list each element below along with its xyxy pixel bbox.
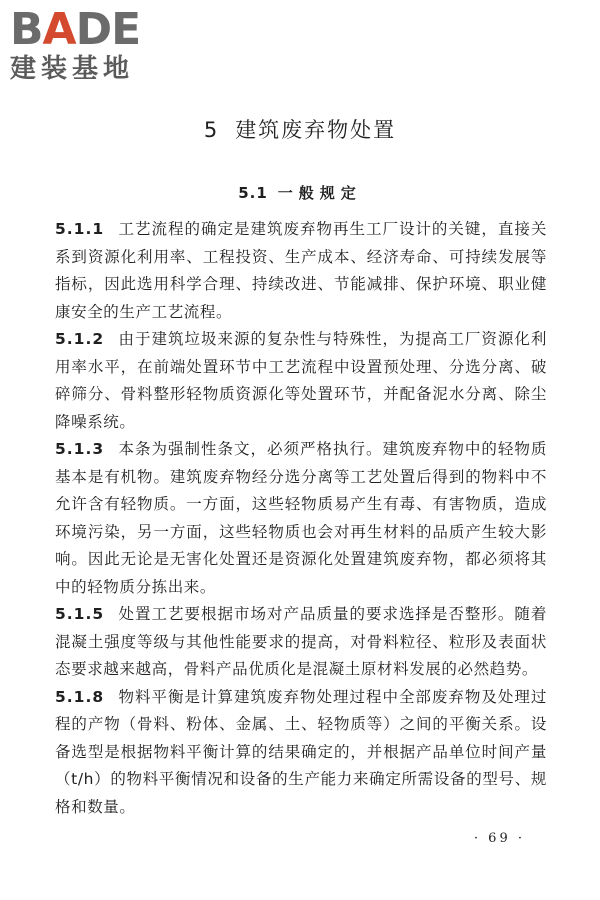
clause-number: 5.1.8 bbox=[55, 687, 105, 706]
section-number: 5.1 bbox=[238, 184, 268, 202]
clause bbox=[55, 684, 547, 822]
clause-text: 由于建筑垃圾来源的复杂性与特殊性，为提高工厂资源化利用率水平，在前端处置环节中工艺流程中设置预处理、分选分离、破碎筛分、骨料整形轻物质资源化等处置环节，并配备泥水分离、除尘降噪系统。 bbox=[55, 330, 547, 431]
logo-wordmark bbox=[10, 4, 180, 55]
bade-logo bbox=[10, 6, 180, 88]
clause-number: 5.1.5 bbox=[55, 605, 105, 623]
clause bbox=[55, 601, 547, 684]
clause bbox=[55, 216, 547, 326]
page-number: · 69 · bbox=[473, 831, 525, 846]
chapter-title-text: 建筑废弃物处置 bbox=[235, 118, 397, 142]
section-title-text: 一般规定 bbox=[277, 184, 362, 202]
clause-text: 处置工艺要根据市场对产品质量的要求选择是否整形。随着混凝土强度等级与其他性能要求的提高，对骨料粒径、粒形及表面状态要求越来越高，骨料产品优质化是混凝土原材料发展的必然趋势。 bbox=[55, 605, 547, 678]
logo-word-suffix: DE bbox=[75, 4, 141, 55]
logo-word-prefix: B bbox=[10, 4, 43, 55]
clause-text: 物料平衡是计算建筑废弃物处理过程中全部废弃物及处理过程的产物（骨料、粉体、金属、土、轻物质等）之间的平衡关系。设备选型是根据物料平衡计算的结果确定的，并根据产品单位时间产量（t/h）的物料平衡情况和设备的生产能力来确定所需设备的型号、规格和数量。 bbox=[55, 687, 547, 816]
clause bbox=[55, 326, 547, 436]
chapter-title bbox=[0, 114, 600, 144]
clause-text: 本条为强制性条文，必须严格执行。建筑废弃物中的轻物质基本是有机物。建筑废弃物经分选分离等工艺处置后得到的物料中不允许含有轻物质。一方面，这些轻物质易产生有毒、有害物质，造成环境污染，另一方面，这些轻物质也会对再生材料的品质产生较大影响。因此无论是无害化处置还是资源化处置建筑废弃物，都必须将其中的轻物质分拣出来。 bbox=[55, 440, 547, 596]
clause bbox=[55, 436, 547, 601]
clause-number: 5.1.1 bbox=[55, 220, 105, 238]
clause-number: 5.1.3 bbox=[55, 440, 105, 458]
section-title bbox=[0, 182, 600, 203]
logo-subtitle: 建装基地 bbox=[10, 54, 135, 84]
logo-word-mark: A bbox=[42, 4, 76, 55]
clause-list bbox=[55, 216, 547, 821]
clause-text: 工艺流程的确定是建筑废弃物再生工厂设计的关键，直接关系到资源化利用率、工程投资、生产成本、经济寿命、可持续发展等指标，因此选用科学合理、持续改进、节能减排、保护环境、职业健康安全的生产工艺流程。 bbox=[55, 220, 547, 321]
clause-number: 5.1.2 bbox=[55, 330, 105, 348]
chapter-number: 5 bbox=[203, 118, 220, 142]
